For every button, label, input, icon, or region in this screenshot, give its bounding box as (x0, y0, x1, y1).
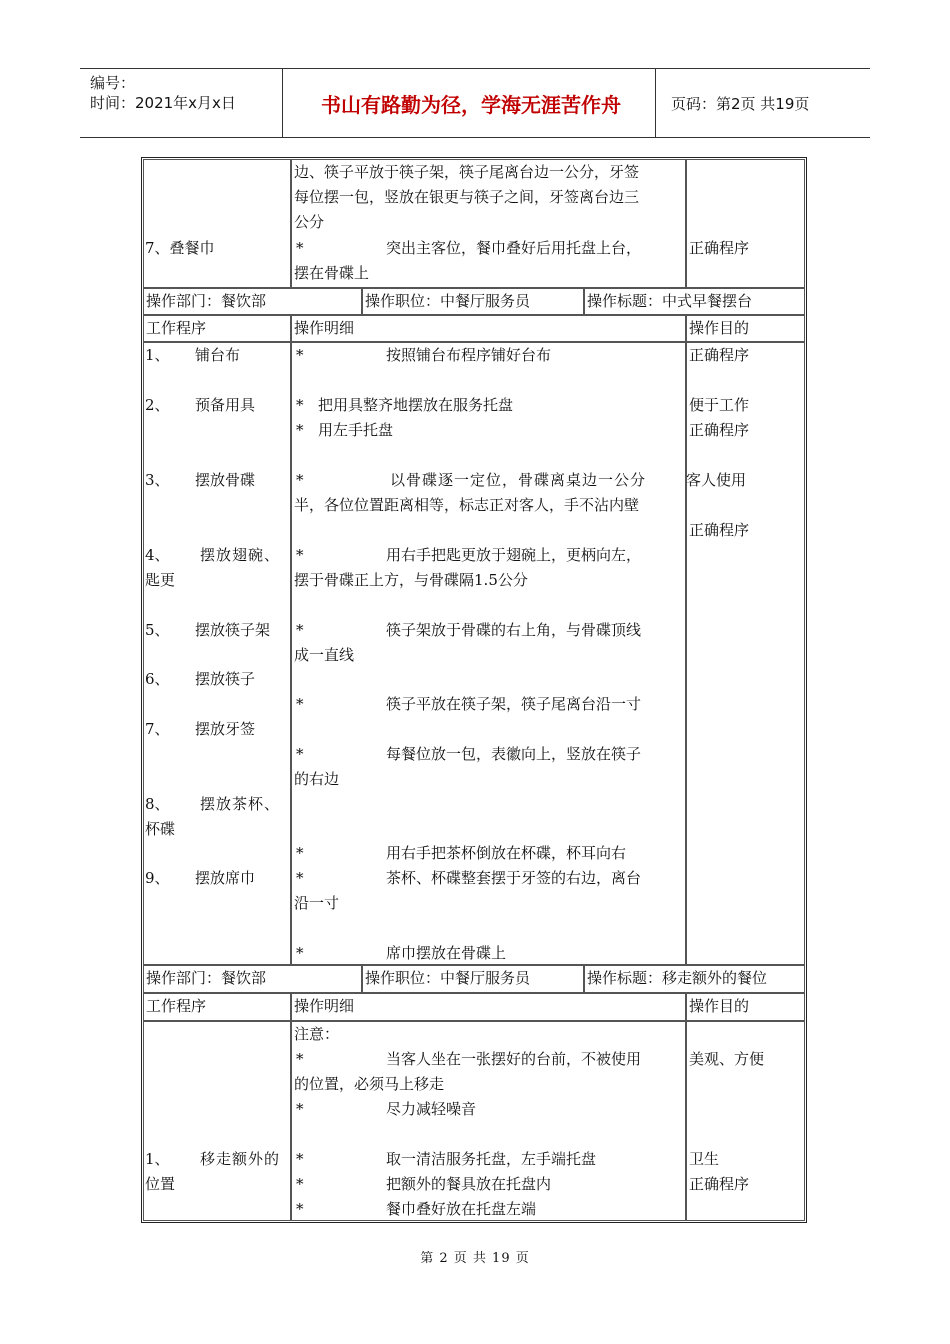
step-number: 7、 (145, 720, 170, 738)
step-name: 摆放筷子 (195, 670, 256, 688)
bullet-star: * (296, 1150, 304, 1168)
step-name-cont: 杯碟 (145, 820, 176, 838)
position-cell (362, 288, 584, 315)
detail-text: 取一清洁服务托盘，左手端托盘 (386, 1150, 597, 1168)
step-number: 9、 (145, 869, 170, 887)
purpose-text: 正确程序 (689, 521, 750, 539)
detail-text: 半，各位位置距离相等，标志正对客人，手不沾内壁 (294, 496, 640, 514)
detail-text: 突出主客位，餐巾叠好后用托盘上台， (386, 239, 642, 257)
step-label: 7、叠餐巾 (145, 239, 215, 257)
detail-text: 餐巾叠好放在托盘左端 (386, 1200, 537, 1218)
purpose-text: 正确程序 (689, 1175, 750, 1193)
bullet-star: * (296, 471, 304, 489)
header-divider (282, 69, 283, 137)
bullet-star: * (296, 869, 304, 887)
detail-text: 成一直线 (294, 646, 355, 664)
step-name: 移走额外的 (200, 1150, 281, 1168)
step-number: 8、 (145, 795, 170, 813)
detail-text: 当客人坐在一张摆好的台前，不被使用 (386, 1050, 642, 1068)
bullet-star: * (296, 1200, 304, 1218)
bullet-star: * (296, 944, 304, 962)
detail-text: 筷子平放在筷子架，筷子尾离台沿一寸 (386, 695, 642, 713)
col-header-purpose: 操作目的 (686, 993, 805, 1021)
dept-cell (143, 965, 362, 993)
col-header-detail: 操作明细 (291, 993, 686, 1021)
detail-text: 摆在骨碟上 (294, 264, 370, 282)
bullet-star: * (296, 1050, 304, 1068)
step-name: 摆放牙签 (195, 720, 256, 738)
time-label: 时间：2021年x月x日 (90, 94, 236, 112)
step-name: 摆放骨碟 (195, 471, 256, 489)
bullet-star: * (296, 1100, 304, 1118)
purpose-cell (686, 159, 805, 288)
bullet-star: * (296, 621, 304, 639)
header-motto: 书山有路勤为径，学海无涯苦作舟 (321, 92, 621, 117)
detail-text: 席巾摆放在骨碟上 (386, 944, 507, 962)
detail-text: 茶杯、杯碟整套摆于牙签的右边，离台 (386, 869, 642, 887)
bullet-star: * (296, 239, 304, 257)
detail-text: 用右手把匙更放于翅碗上，更柄向左， (386, 546, 642, 564)
step-name: 铺台布 (195, 346, 241, 364)
step-number: 2、 (145, 396, 170, 414)
step-name-cont: 位置 (145, 1175, 176, 1193)
purpose-text: 美观、方便 (689, 1050, 765, 1068)
step-name: 摆放翅碗、 (200, 546, 281, 564)
page-header (80, 68, 870, 138)
step-number: 5、 (145, 621, 170, 639)
dept-cell (143, 288, 362, 315)
bullet-star: * (296, 695, 304, 713)
operation-title: 操作标题：移走额外的餐位 (587, 969, 768, 987)
position-cell (362, 965, 584, 993)
page-info: 页码：第2页 共19页 (671, 94, 810, 113)
detail-text: 沿一寸 (294, 894, 340, 912)
program-cell (143, 159, 291, 288)
detail-text: 把额外的餐具放在托盘内 (386, 1175, 552, 1193)
step-name: 摆放茶杯、 (200, 795, 281, 813)
header-divider (655, 69, 656, 137)
detail-text: 用右手把茶杯倒放在杯碟，杯耳向右 (386, 844, 627, 862)
bullet-star: * (296, 745, 304, 763)
step-number: 6、 (145, 670, 170, 688)
page-footer: 第 2 页 共 19 页 (420, 1251, 530, 1266)
code-label: 编号： (90, 74, 136, 92)
purpose-text: 正确程序 (689, 239, 750, 257)
purpose-text: 正确程序 (689, 346, 750, 364)
bullet-star: * (296, 546, 304, 564)
purpose-text: 卫生 (689, 1150, 720, 1168)
step-number: 3、 (145, 471, 170, 489)
col-header-program: 工作程序 (143, 993, 291, 1021)
dept-label: 操作部门：餐饮部 (146, 292, 267, 310)
step-number: 1、 (145, 346, 170, 364)
detail-text: 的右边 (294, 770, 340, 788)
detail-text: 把用具整齐地摆放在服务托盘 (318, 396, 514, 414)
title-cell (584, 965, 805, 993)
detail-text: 用左手托盘 (318, 421, 394, 439)
purpose-text: 便于工作 (689, 396, 750, 414)
bullet-star: * (296, 346, 304, 364)
bullet-star: * (296, 421, 304, 439)
col-header-program: 工作程序 (143, 315, 291, 342)
bullet-star: * (296, 396, 304, 414)
step-number: 4、 (145, 546, 170, 564)
position-label: 操作职位：中餐厅服务员 (365, 969, 531, 987)
operation-title: 操作标题：中式早餐摆台 (587, 292, 753, 310)
step-name: 预备用具 (195, 396, 256, 414)
bullet-star: * (296, 1175, 304, 1193)
dept-label: 操作部门：餐饮部 (146, 969, 267, 987)
detail-text: 按照铺台布程序铺好台布 (386, 346, 552, 364)
position-label: 操作职位：中餐厅服务员 (365, 292, 531, 310)
step-name: 摆放席巾 (195, 869, 256, 887)
col-header-detail: 操作明细 (291, 315, 686, 342)
purpose-text: 正确程序 (689, 421, 750, 439)
detail-continuation: 边、筷子平放于筷子架，筷子尾离台边一公分，牙签 每位摆一包，竖放在银更与筷子之间，牙签离台边三 公分 (294, 163, 640, 231)
bullet-star: * (296, 844, 304, 862)
detail-text: 每餐位放一包，表徽向上，竖放在筷子 (386, 745, 642, 763)
detail-text: 尽力减轻噪音 (386, 1100, 477, 1118)
step-name-cont: 匙更 (145, 571, 176, 589)
step-name: 摆放筷子架 (195, 621, 271, 639)
purpose-text: 客人使用 (686, 471, 747, 489)
detail-text: 以骨碟逐一定位，骨碟离桌边一公分 (390, 471, 647, 489)
note-label: 注意： (294, 1025, 340, 1043)
step-number: 1、 (145, 1150, 170, 1168)
detail-text: 筷子架放于骨碟的右上角，与骨碟顶线 (386, 621, 642, 639)
col-header-purpose: 操作目的 (686, 315, 805, 342)
title-cell (584, 288, 805, 315)
detail-text: 的位置，必须马上移走 (294, 1075, 445, 1093)
header-meta (90, 73, 236, 113)
detail-text: 摆于骨碟正上方，与骨碟隔1.5公分 (294, 571, 528, 589)
